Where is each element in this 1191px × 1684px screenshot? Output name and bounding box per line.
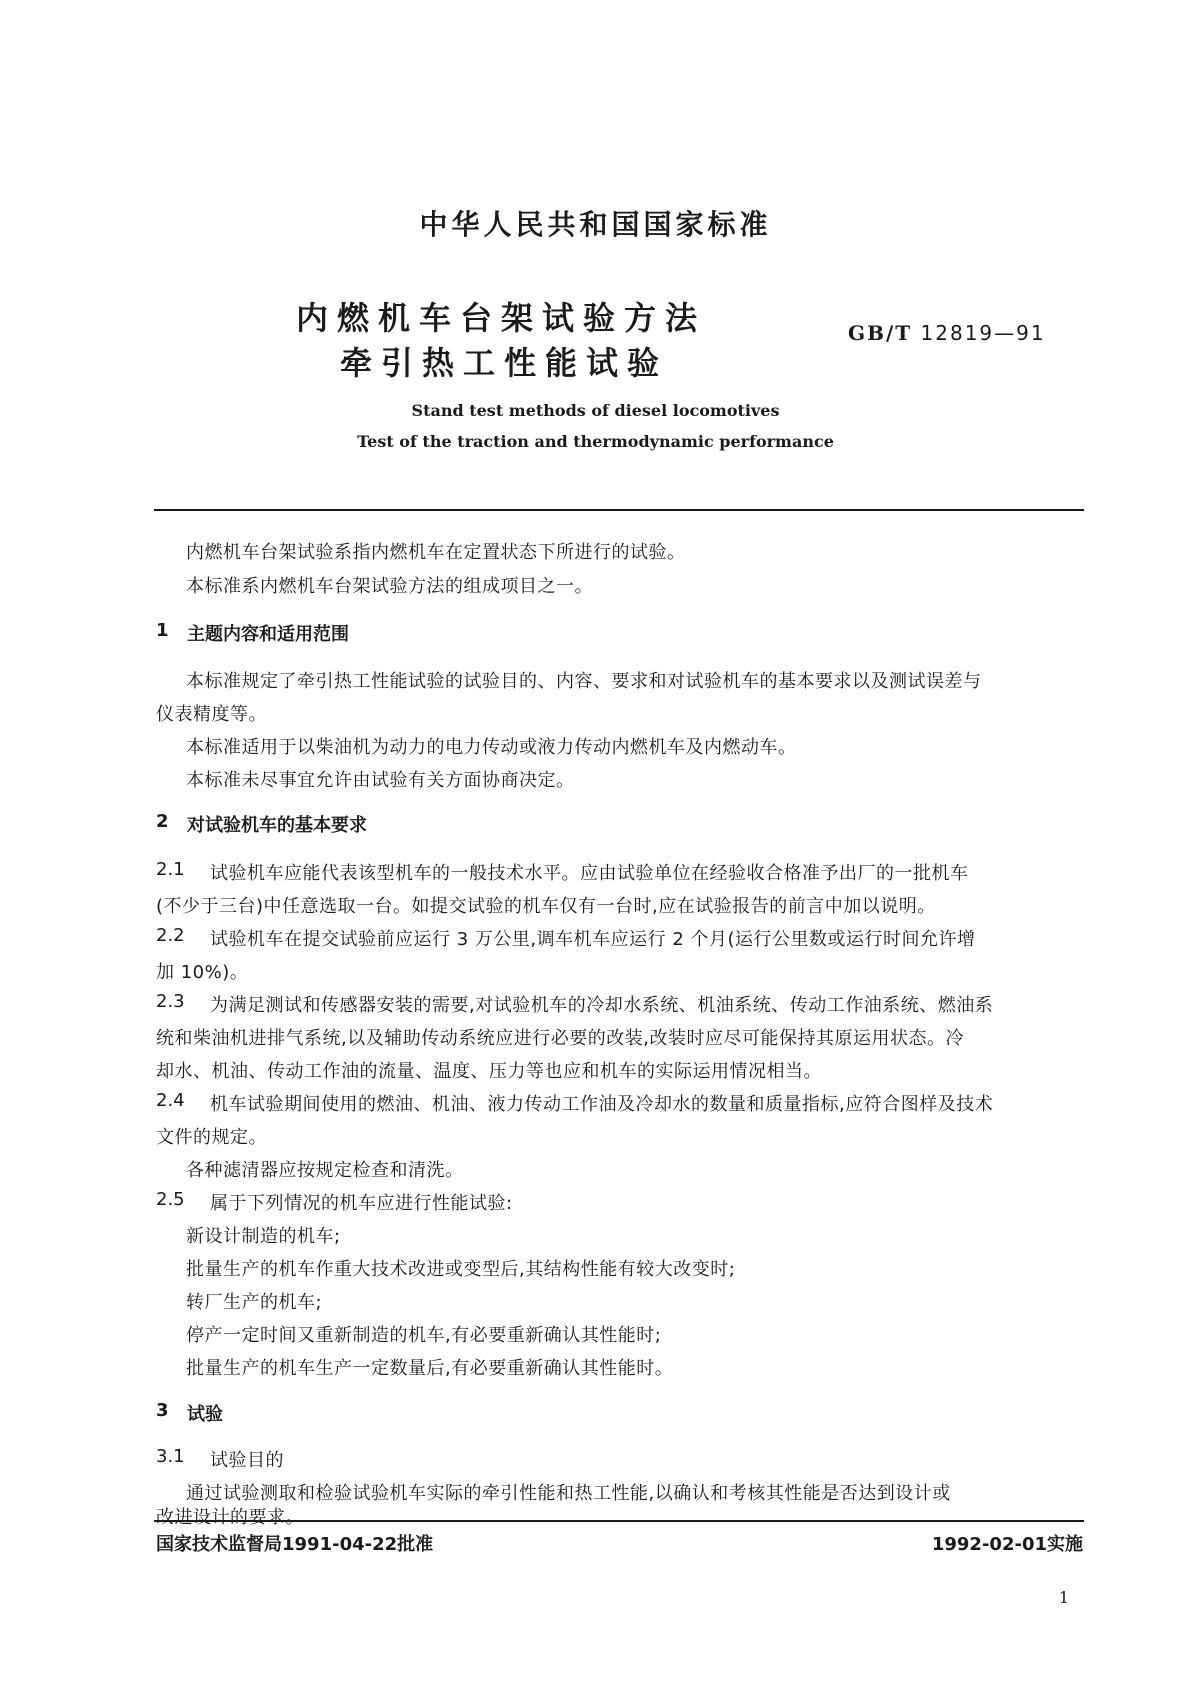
clause-2-5-item: 转厂生产的机车; [186,1292,323,1313]
clause-2-4-number: 2.4 [156,1090,185,1111]
page-number: 1 [1058,1588,1069,1607]
clause-2-3-number: 2.3 [156,991,185,1012]
section-1-p3: 本标准未尽事宜允许由试验有关方面协商决定。 [186,770,575,791]
clause-2-1-number: 2.1 [156,859,185,880]
clause-2-2-line1: 试验机车在提交试验前应运行 3 万公里,调车机车应运行 2 个月(运行公里数或运行时间允许增 [210,929,976,950]
clause-2-2-number: 2.2 [156,925,185,946]
standard-number [848,321,1046,345]
standard-prefix: GB/T [848,321,913,345]
clause-2-4-line1: 机车试验期间使用的燃油、机油、液力传动工作油及冷却水的数量和质量指标,应符合图样及技术 [210,1094,994,1115]
implementation-date: 1992-02-01实施 [931,1534,1083,1555]
section-1-number: 1 [156,620,169,641]
standard-title-line2: 牵引热工性能试验 [340,344,669,382]
clause-2-1-line2: (不少于三台)中任意选取一台。如提交试验的机车仅有一台时,应在试验报告的前言中加以说明。 [156,896,936,917]
standard-code: 12819—91 [920,321,1046,345]
clause-2-4-line2: 文件的规定。 [156,1127,267,1148]
clause-2-4-line3: 各种滤清器应按规定检查和清洗。 [186,1160,464,1181]
footer-divider [154,1520,1084,1522]
clause-2-3-line2: 统和柴油机进排气系统,以及辅助传动系统应进行必要的改装,改装时应尽可能保持其原运用状态。冷 [156,1028,964,1049]
clause-3-1-line1: 通过试验测取和检验试验机车实际的牵引性能和热工性能,以确认和考核其性能是否达到设计或 [186,1483,951,1504]
header-divider [154,509,1084,511]
section-2-number: 2 [156,811,169,832]
clause-2-1-line1: 试验机车应能代表该型机车的一般技术水平。应由试验单位在经验收合格准予出厂的一批机车 [210,863,969,884]
clause-3-1-line2: 改进设计的要求。 [156,1507,304,1528]
english-title-line1: Stand test methods of diesel locomotives [411,401,780,420]
section-3-number: 3 [156,1400,169,1421]
section-3-title: 试验 [187,1404,223,1425]
clause-2-2-line2: 加 10%)。 [156,962,249,983]
intro-paragraph-1: 内燃机车台架试验系指内燃机车在定置状态下所进行的试验。 [186,542,686,563]
clause-3-1-number: 3.1 [156,1446,185,1467]
clause-2-5-line1: 属于下列情况的机车应进行性能试验: [210,1193,513,1214]
intro-paragraph-2: 本标准系内燃机车台架试验方法的组成项目之一。 [186,576,593,597]
national-standard-heading: 中华人民共和国国家标准 [419,208,772,241]
clause-2-5-number: 2.5 [156,1189,185,1210]
section-2-title: 对试验机车的基本要求 [187,815,367,836]
clause-2-5-item: 批量生产的机车作重大技术改进或变型后,其结构性能有较大改变时; [186,1259,736,1280]
english-title-line2: Test of the traction and thermodynamic performance [357,432,834,451]
clause-2-5-item: 新设计制造的机车; [186,1226,341,1247]
clause-3-1-title: 试验目的 [210,1450,284,1471]
clause-2-3-line1: 为满足测试和传感器安装的需要,对试验机车的冷却水系统、机油系统、传动工作油系统、燃油系 [210,995,994,1016]
approval-info: 国家技术监督局1991-04-22批准 [156,1534,434,1555]
section-1-title: 主题内容和适用范围 [187,624,349,645]
clause-2-3-line3: 却水、机油、传动工作油的流量、温度、压力等也应和机车的实际运用情况相当。 [156,1061,822,1082]
standard-title-line1: 内燃机车台架试验方法 [296,299,707,337]
section-1-p2: 本标准适用于以柴油机为动力的电力传动或液力传动内燃机车及内燃动车。 [186,737,797,758]
clause-2-5-item: 批量生产的机车生产一定数量后,有必要重新确认其性能时。 [186,1358,674,1379]
section-1-p1-line1: 本标准规定了牵引热工性能试验的试验目的、内容、要求和对试验机车的基本要求以及测试误差与 [186,671,982,692]
clause-2-5-item: 停产一定时间又重新制造的机车,有必要重新确认其性能时; [186,1325,662,1346]
section-1-p1-line2: 仪表精度等。 [156,704,267,725]
